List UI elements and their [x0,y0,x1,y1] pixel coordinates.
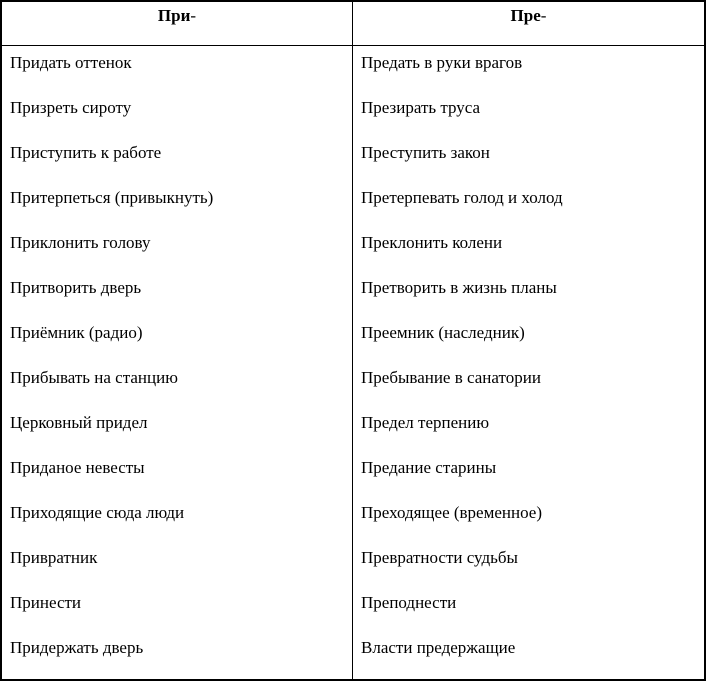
table-cell: Приёмник (радио) [10,323,143,342]
table-cell: Приданое невесты [10,458,145,477]
table-cell: Преподнести [361,593,457,612]
table-cell: Притерпеться (привыкнуть) [10,188,214,207]
table-cell: Приходящие сюда люди [10,503,185,522]
table-cell: Преходящее (временное) [361,503,543,522]
column-header-pri-hyphen: - [190,6,197,25]
table-cell: Претерпевать голод и холод [361,188,563,207]
table-cell: Преступить закон [361,143,490,162]
table-cell: Придержать дверь [10,638,144,657]
column-header-pre [353,2,704,45]
table-header-row [2,2,704,46]
table-cell: Призреть сироту [10,98,132,117]
table-cell: Пребывание в санатории [361,368,541,387]
table-cell: Претворить в жизнь планы [361,278,557,297]
table-cell: Приклонить голову [10,233,151,252]
table-cell: Приступить к работе [10,143,162,162]
table-cell: Предел терпению [361,413,490,432]
table-cell: Предать в руки врагов [361,53,523,72]
table-cell: Презирать труса [361,98,481,117]
table-cell: Преемник (наследник) [361,323,525,342]
table-cell: Придать оттенок [10,53,132,72]
table-cell: Принести [10,593,82,612]
table-cell: Преклонить колени [361,233,503,252]
table-cell: Привратник [10,548,98,567]
table-body [2,46,704,680]
column-header-pri-label: При [157,6,191,25]
column-header-pre-label: Пре [510,6,541,25]
column-header-pri [2,2,353,45]
table-cell: Притворить дверь [10,278,142,297]
table-cell: Церковный придел [10,413,148,432]
column-header-pre-hyphen: - [540,6,547,25]
column-pre-items [353,46,704,680]
column-pri-items [2,46,353,680]
table-cell: Власти предержащие [361,638,516,657]
table-cell: Предание старины [361,458,497,477]
table-cell: Превратности судьбы [361,548,518,567]
table-cell: Прибывать на станцию [10,368,178,387]
